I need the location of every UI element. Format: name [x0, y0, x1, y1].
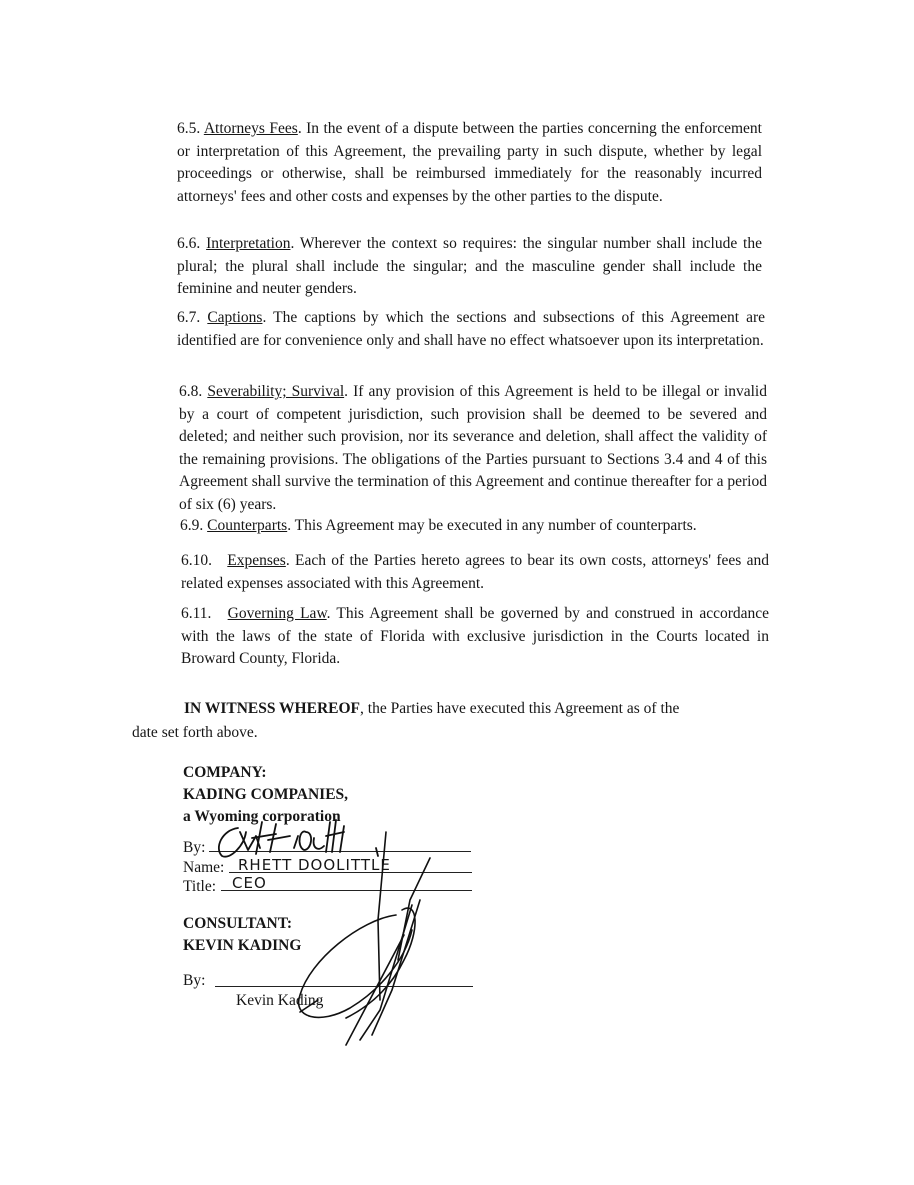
clause-caption: Attorneys Fees	[203, 120, 298, 137]
clause-caption: Severability; Survival	[207, 383, 345, 400]
clause-number: 6.8.	[179, 383, 203, 400]
clause-text: . Wherever the context so requires: the singular number shall include the plural; the plural shall include the singular; and the masculine gender shall include the feminine and neuter genders.	[177, 235, 762, 297]
clause-number: 6.9.	[180, 517, 204, 534]
company-heading: COMPANY:	[183, 764, 267, 781]
clause-caption: Expenses	[227, 552, 286, 569]
company-desc: a Wyoming corporation	[183, 808, 341, 825]
witness-text-line2: date set forth above.	[132, 724, 258, 741]
consultant-name: KEVIN KADING	[183, 937, 302, 954]
witness-bold: IN WITNESS WHEREOF	[184, 700, 361, 717]
clause-number: 6.6.	[177, 235, 201, 252]
clause-text: . Each of the Parties hereto agrees to bear its own costs, attorneys' fees and related expenses associated with this Agreement.	[181, 552, 770, 592]
clause-caption: Governing Law	[227, 605, 327, 622]
company-signature	[219, 820, 378, 857]
clause-number: 6.7.	[177, 309, 201, 326]
clause-text: . If any provision of this Agreement is held to be illegal or invalid by a court of competent jurisdiction, such provision shall be deemed to be severed and deleted; and neither such provision, nor its severance and deletion, shall affect the validity of the remaining provisions. The obligations of the Parties pursuant to Sections 3.4 and 4 of this Agreement shall survive the termination of this Agreement and continue thereafter for a period of six (6) years.	[179, 383, 767, 513]
consultant-signature	[299, 832, 430, 1045]
company-title-label: Title:	[183, 878, 217, 895]
clause-number: 6.10.	[181, 552, 212, 569]
consultant-heading: CONSULTANT:	[183, 915, 293, 932]
clause-text: . This Agreement shall be governed by and construed in accordance with the laws of the state of Florida with exclusive jurisdiction in the Courts located in Broward County, Florida.	[181, 605, 770, 667]
company-by-label: By:	[183, 839, 206, 856]
clause-text: . The captions by which the sections and subsections of this Agreement are identified are for convenience only and shall have no effect whatsoever upon its interpretation.	[177, 309, 765, 349]
company-name-value: RHETT DOOLITTLE	[238, 856, 391, 874]
consultant-by-label: By:	[183, 972, 206, 989]
clause-caption: Interpretation	[206, 235, 291, 252]
clause-number: 6.5.	[177, 120, 201, 137]
clause-caption: Captions	[207, 309, 263, 326]
witness-text: , the Parties have executed this Agreement as of the	[360, 700, 680, 717]
clause-number: 6.11.	[181, 605, 212, 622]
consultant-printed-name: Kevin Kading	[236, 992, 324, 1009]
clause-text: . This Agreement may be executed in any number of counterparts.	[287, 517, 697, 534]
company-title-value: CEO	[232, 874, 267, 892]
clause-text: . In the event of a dispute between the parties concerning the enforcement or interpretation of this Agreement, the prevailing party in such dispute, whether by legal proceedings or otherwise, shall be reimbursed immediately for the reasonably incurred attorneys' fees and other costs and expenses by the other parties to the dispute.	[177, 120, 762, 205]
company-name-label: Name:	[183, 859, 225, 876]
clause-caption: Counterparts	[207, 517, 288, 534]
company-name: KADING COMPANIES,	[183, 786, 349, 803]
